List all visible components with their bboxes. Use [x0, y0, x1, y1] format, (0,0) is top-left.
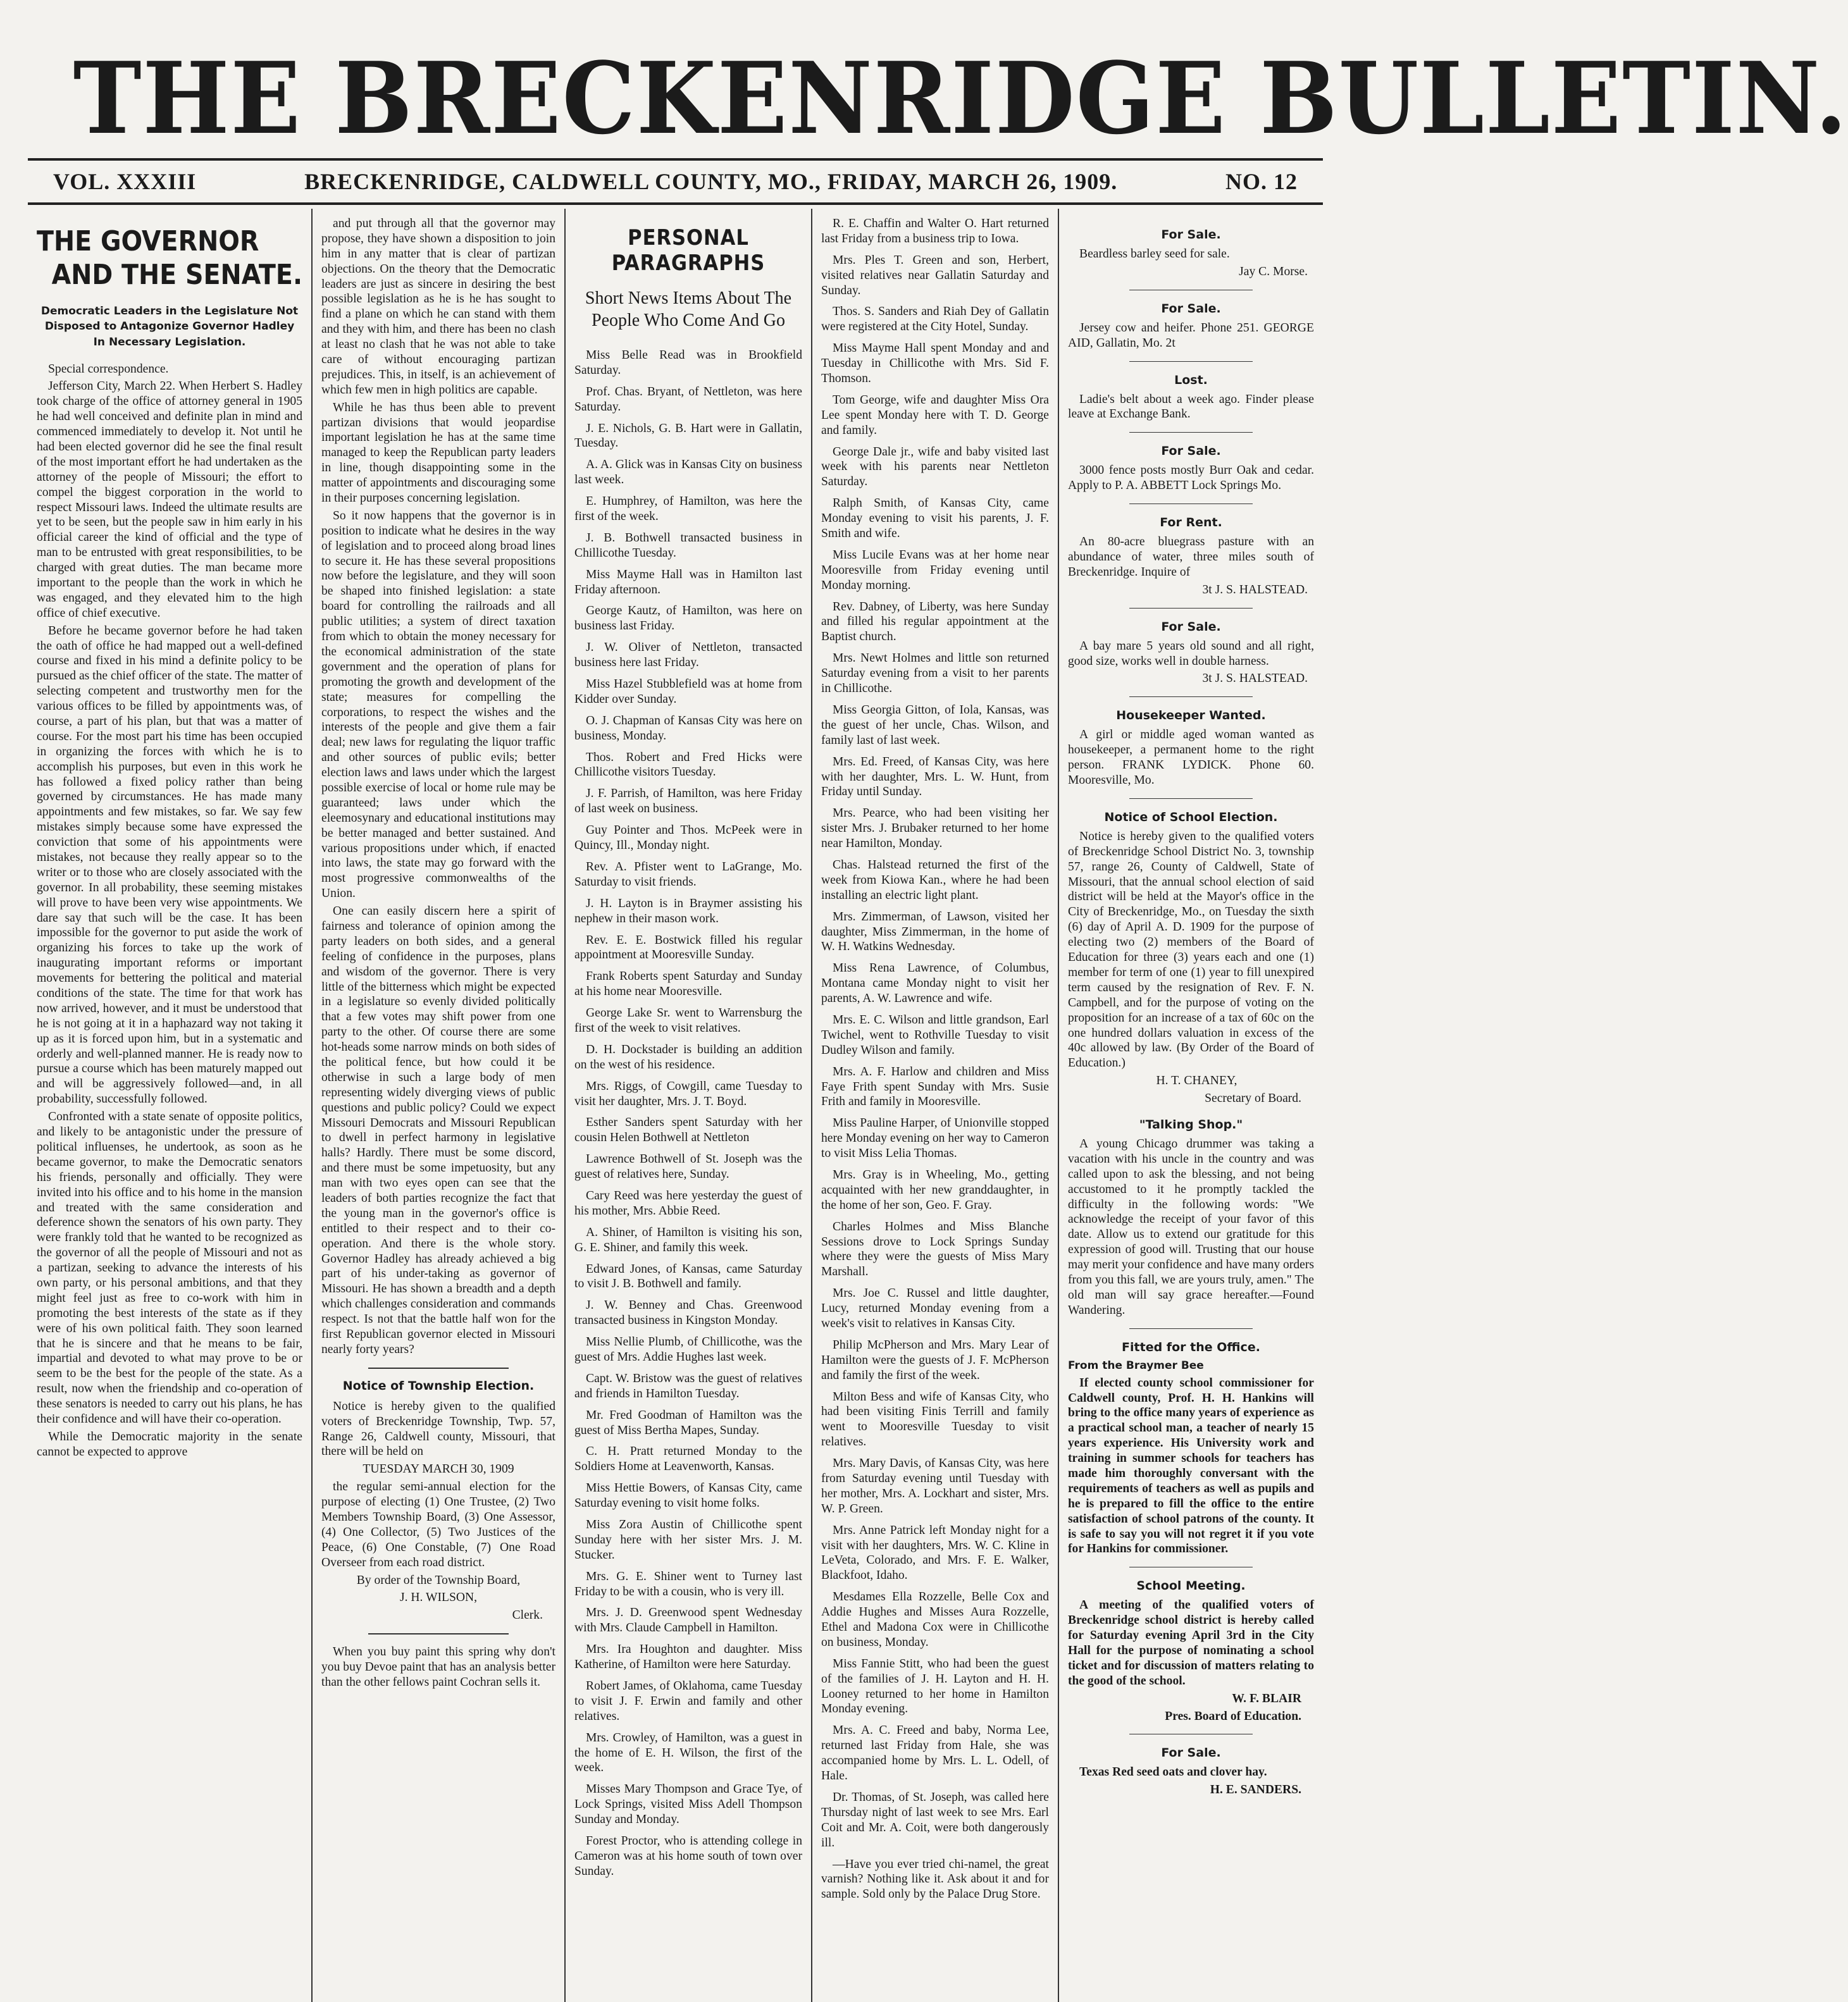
final-sale-title: For Sale.: [1161, 1746, 1221, 1760]
personal-item: Miss Hazel Stubblefield was at home from Kidder over Sunday.: [574, 677, 802, 706]
ad-heading: Lost.: [1174, 373, 1208, 387]
personal-item: Mrs. Mary Davis, of Kansas City, was here from Saturday evening until Tuesday with her mother, Mrs. A. Lockhart and sister, Mrs. W. P. Green.: [821, 1457, 1049, 1516]
personal-item: Charles Holmes and Miss Blanche Sessions drove to Lock Springs Sunday where they were the guests of Miss Mary Marshall.: [821, 1220, 1049, 1279]
personal-item: Lawrence Bothwell of St. Joseph was the guest of relatives here, Sunday.: [574, 1152, 802, 1182]
personal-item: Thos. S. Sanders and Riah Dey of Gallatin were registered at the City Hotel, Sunday.: [821, 305, 1049, 334]
personal-item: Mrs. Anne Patrick left Monday night for a visit with her daughters, Mrs. W. C. Kline in LeVeta, Colorado, and Mrs. F. E. Walker, Blackfoot, Idaho.: [821, 1523, 1049, 1583]
divider: [368, 1633, 509, 1634]
personal-item: A. Shiner, of Hamilton is visiting his son, G. E. Shiner, and family this week.: [574, 1225, 802, 1254]
divider: [1129, 696, 1253, 697]
personal-item: Mrs. J. D. Greenwood spent Wednesday with Mrs. Claude Campbell in Hamilton.: [574, 1606, 802, 1635]
column-3: [566, 209, 812, 2002]
article-paragraph: Before he became governor before he had taken the oath of office he had mapped out a well-defined course and fixed in his mind a definite policy to be pursued as the chief officer of the state. The matter of selecting competent and trustworthy men for the various offices to be filled by appointments was, of course, a part of his plan, but that was a matter of course. For the most part his time has been occupied in organizing the forces with which he is to accomplish his purposes, but even in this work he has followed a fixed policy rather than being governed by circumstances. He has made many appointments and few mistakes, so far. We say few mistakes simply because some have expressed the conviction that some of his appointments were mistakes, not because they really appear so to the writer or to those who are closely associated with the governor. In all probability, these seeming mistakes will prove to have been very wise appointments. We dare say that such will be the case. It has been impossible for the governor to put aside the work of organizing his forces to take up the work of inaugurating important reforms or important movements for bettering the political and material conditions of the state. The time for that work has now arrived, however, and it must be understood that he is not going at it in a haphazard way not taking it up as it is forced upon him, but in a systematic and orderly and well-planned manner. He is ready now to pursue a course which has been maturely mapped out and will be aggressively followed—and, in all probability, successfully followed.: [37, 624, 302, 1106]
personal-item: Cary Reed was here yesterday the guest of his mother, Mrs. Abbie Reed.: [574, 1189, 802, 1218]
ad-text: An 80-acre bluegrass pasture with an abundance of water, three miles south of Breckenridge. Inquire of: [1068, 535, 1314, 579]
governor-deck: Democratic Leaders in the Legislature Not Disposed to Antagonize Governor Hadley In Necessary Legislation.: [40, 304, 299, 349]
column-4: [812, 209, 1059, 2002]
personal-item: Miss Pauline Harper, of Unionville stopped here Monday evening on her way to Cameron to visit Miss Lelia Thomas.: [821, 1116, 1049, 1161]
township-paragraph: Notice is hereby given to the qualified voters of Breckenridge Township, Twp. 57, Range 26, Caldwell county, Missouri, that there will be held on: [321, 1399, 555, 1459]
personal-item: Edward Jones, of Kansas, came Saturday to visit J. B. Bothwell and family.: [574, 1262, 802, 1291]
personal-item: J. F. Parrish, of Hamilton, was here Friday of last week on business.: [574, 787, 802, 816]
fitted-text: If elected county school commissioner for Caldwell county, Prof. H. H. Hankins will bring to the office many years of experience as a practical school man, a teacher of nearly 15 years experience. His University work and training in summer schools for teachers has made him thoroughly conversant with the requirements of teachers as well as pupils and he is prepared to fill the office to the entire satisfaction of school patrons of the county. It is safe to say you will not regret it if you vote for Hankins for commissioner.: [1068, 1376, 1314, 1556]
personal-item: Miss Zora Austin of Chillicothe spent Sunday here with her sister Mrs. J. M. Stucker.: [574, 1518, 802, 1562]
ad-heading: For Sale.: [1161, 301, 1221, 316]
personal-item: Chas. Halstead returned the first of the week from Kiowa Kan., where he had been installing an electric light plant.: [821, 858, 1049, 902]
ad-heading: For Sale.: [1161, 444, 1221, 459]
article-paragraph: Confronted with a state senate of opposite politics, and likely to be antagonistic under the pressure of political influenses, he undertook, as soon as he became governor, to make the Democratic senators his friends, personally and officially. They were invited into his office and to his home in the mansion and treated with the same consideration and deference shown the senators of his own party. They were frankly told that he wanted to be recognized as the governor of all the people of Missouri and not as a partizan, seeking to advance the interests of his own party, or his personal ambitions, and that they might feel just as free to co-work with him in promoting the best interests of the state as if they were of his own political faith. They soon learned that he is sincere and that he means to be fair, impartial and devoted to what may prove to be or seem to be the best for the people of the state. As a result, now when the friendship and co-operation of these senators is needed to carry out his plans, he has their confidence and will have their co-operation.: [37, 1110, 302, 1426]
personal-item: D. H. Dockstader is building an addition on the west of his residence.: [574, 1042, 802, 1072]
talking-shop-text: A young Chicago drummer was taking a vacation with his uncle in the country and was called upon to ask the blessing, and not being accustomed to it he promptly tackled the difficulty in the following words: "We acknowledge the receipt of your favor of this date. Allow us to extend our gratitude for this expression of good will. Trusting that our house may merit your confidence and have many orders from you this fall, we are yours truly, amen." The old man will say grace hereafter.—Found Wandering.: [1068, 1137, 1315, 1317]
article-paragraph: One can easily discern here a spirit of fairness and tolerance of opinion among the party leaders on both sides, and a general feeling of confidence in the purposes, plans and wisdom of the governor. There is very little of the bitterness which might be expected in a legislature so evenly divided politically that a few votes may shift power from one party to the other. Of course there are some hot-heads some narrow minds on both sides of the political fence, but how could it be otherwise in such a large body of men representing widely diverging views of public questions and public policy? Could we expect Missouri Democrats and Missouri Republican to dwell in perfect harmony in legislative halls? Hardly. There must be some discord, and there must be some impetuosity, but any man with two eyes open can see that the leaders of both parties recognize the fact that the young man in the governor's office is entitled to their respect and to their co-operation. And there is the whole story. Governor Hadley has already achieved a big part of his under-taking as governor of Missouri. He has shown a breadth and a depth which challenges consideration and commands respect. Is not that the battle half won for the first Republican governor elected in Missouri nearly forty years?: [321, 905, 555, 1356]
personal-item: Miss Mayme Hall spent Monday and and Tuesday in Chillicothe with Mrs. Sid F. Thomson.: [821, 342, 1049, 386]
ad-text: A bay mare 5 years old sound and all right, good size, works well in double harness.: [1068, 639, 1314, 668]
divider: [1129, 432, 1253, 433]
township-notice-title: Notice of Township Election.: [342, 1378, 535, 1393]
place-date-label: BRECKENRIDGE, CALDWELL COUNTY, MO., FRIDAY, MARCH 26, 1909.: [304, 169, 1118, 194]
personal-item: Dr. Thomas, of St. Joseph, was called here Thursday night of last week to see Mrs. Earl Coit and Mr. A. Coit, were both dangerously ill.: [821, 1790, 1049, 1850]
personal-item: George Dale jr., wife and baby visited last week with his parents near Nettleton Saturday.: [821, 445, 1049, 489]
personal-item: Mrs. Newt Holmes and little son returned Saturday evening from a visit to her parents in Chillicothe.: [821, 652, 1049, 696]
divider: [1129, 608, 1253, 609]
column-1: [28, 209, 313, 2002]
personal-items-list-continued: [821, 216, 1049, 1902]
article-paragraph: While he has thus been able to prevent partizan divisions that would jeopardise important legislation he has at the same time managed to keep the Republican party leaders in line, though disappointing some in the matter of appointments and discouraging some in their purposes concerning legislation.: [321, 400, 555, 505]
ad-text: Beardless barley seed for sale.: [1079, 247, 1230, 261]
personal-item: Forest Proctor, who is attending college in Cameron was at his home south of town over Sunday.: [574, 1834, 802, 1878]
personal-item: J. B. Bothwell transacted business in Chillicothe Tuesday.: [574, 531, 802, 560]
ad-heading: Housekeeper Wanted.: [1116, 708, 1266, 723]
personal-item: Mrs. Ira Houghton and daughter. Miss Katherine, of Hamilton were here Saturday.: [574, 1643, 802, 1672]
personal-item: Mrs. E. C. Wilson and little grandson, Earl Twichel, went to Rothville Tuesday to visit Dudley Wilson and family.: [821, 1013, 1049, 1057]
ad-heading: For Sale.: [1161, 619, 1221, 634]
personal-item: Capt. W. Bristow was the guest of relatives and friends in Hamilton Tuesday.: [574, 1371, 802, 1400]
township-date: TUESDAY MARCH 30, 1909: [363, 1462, 514, 1476]
school-meeting-signature-title: Pres. Board of Education.: [1165, 1709, 1301, 1723]
personal-item: Miss Georgia Gitton, of Iola, Kansas, was the guest of her uncle, Chas. Wilson, and family last of last week.: [821, 703, 1049, 747]
columns: [28, 209, 1323, 2002]
personal-item: Prof. Chas. Bryant, of Nettleton, was here Saturday.: [574, 385, 802, 414]
personal-item: J. H. Layton is in Braymer assisting his nephew in their mason work.: [574, 896, 802, 925]
divider: [1129, 1328, 1253, 1329]
personal-item: Milton Bess and wife of Kansas City, who had been visiting Finis Terrill and family went to Mooresville Tuesday to visit relatives.: [821, 1390, 1049, 1449]
township-paragraph: the regular semi-annual election for the purpose of electing (1) One Trustee, (2) Two Members Township Board, (3) One Assessor, (4) One Collector, (5) Two Justices of the Peace, (6) One Constable, (7) One Road Overseer from each road district.: [321, 1480, 555, 1569]
personal-item: Rev. Dabney, of Liberty, was here Sunday and filled his regular appointment at the Baptist church.: [821, 600, 1049, 644]
personal-item: George Kautz, of Hamilton, was here on business last Friday.: [574, 604, 802, 633]
personal-item: Misses Mary Thompson and Grace Tye, of Lock Springs, visited Miss Adell Thompson Sunday and Monday.: [574, 1783, 802, 1827]
personal-item: Mrs. A. C. Freed and baby, Norma Lee, returned last Friday from Hale, she was accompanied home by Mrs. L. L. Odell, of Hale.: [821, 1724, 1049, 1783]
personal-item: J. W. Benney and Chas. Greenwood transacted business in Kingston Monday.: [574, 1299, 802, 1328]
personal-item: Mrs. Ples T. Green and son, Herbert, visited relatives near Gallatin Saturday and Sunday.: [821, 253, 1049, 297]
column-5: [1059, 209, 1323, 2002]
personal-item: Miss Belle Read was in Brookfield Saturday.: [574, 349, 802, 377]
ad-text: A girl or middle aged woman wanted as housekeeper, a permanent home to the right person. FRANK LYDICK. Phone 60. Mooresville, Mo.: [1068, 728, 1314, 788]
township-order: By order of the Township Board,: [356, 1573, 521, 1587]
governor-headline: [37, 225, 302, 292]
article-paragraph: While the Democratic majority in the senate cannot be expected to approve: [37, 1430, 302, 1459]
personal-item: C. H. Pratt returned Monday to the Soldiers Home at Leavenworth, Kansas.: [574, 1445, 802, 1474]
article-paragraph: So it now happens that the governor is in position to indicate what he desires in the way of legislation and to proceed along broad lines to secure it. He has these several propositions now before the legislature, and they will soon be shaped into finished legislation: a state board for controlling the railroads and all public utilities; a system of direct taxation from which to obtain the money necessary for the economical administration of the state government and the operation of plans for promoting the growth and development of the state; measures for compelling the corporations, to respect the wishes and the interests of the people and give them a fair deal; new laws for regulating the liquor traffic and other sources of public evils; better election laws and laws under which the largest possible exercise of local or home rule may be guaranteed; laws under which the eleemosynary and educational institutions may be better managed and better sustained. And various propositions under which, if enacted into laws, the state may go forward with the most progressive commonwealths of the Union.: [321, 509, 555, 901]
personal-item: Miss Rena Lawrence, of Columbus, Montana came Monday night to visit her parents, A. W. Lawrence and wife.: [821, 961, 1049, 1006]
school-meeting-text: A meeting of the qualified voters of Breckenridge school district is hereby called for Saturday evening April 3rd in the City Hall for the purpose of nominating a school ticket and for discussion of matters relating to the good of the school.: [1068, 1598, 1314, 1688]
governor-headline-line1: THE GOVERNOR: [37, 225, 259, 257]
personal-item: Mrs. A. F. Harlow and children and Miss Faye Frith spent Sunday with Mrs. Susie Frith and family in Mooresville.: [821, 1065, 1049, 1109]
personal-item: Miss Nellie Plumb, of Chillicothe, was the guest of Mrs. Addie Hughes last week.: [574, 1335, 802, 1364]
personal-item: A. A. Glick was in Kansas City on business last week.: [574, 458, 802, 487]
personal-item: Esther Sanders spent Saturday with her cousin Helen Bothwell at Nettleton: [574, 1116, 802, 1145]
school-meeting-title: School Meeting.: [1136, 1579, 1246, 1593]
paint-notice: When you buy paint this spring why don't you buy Devoe paint that has an analysis better than the other fellows paint Cochran sells it.: [321, 1645, 556, 1690]
ad-signature: 3t J. S. HALSTEAD.: [1202, 583, 1308, 596]
divider: [1129, 361, 1253, 362]
personal-item: Mrs. Joe C. Russel and little daughter, Lucy, returned Monday evening from a week's visit to relatives in Kansas City.: [821, 1287, 1049, 1330]
personal-items-list: [574, 348, 802, 1879]
personal-item: O. J. Chapman of Kansas City was here on business, Monday.: [574, 714, 802, 743]
personal-item: R. E. Chaffin and Walter O. Hart returned last Friday from a business trip to Iowa.: [821, 217, 1049, 245]
personal-item: Miss Fannie Stitt, who had been the guest of the families of J. H. Layton and H. H. Looney returned to her home in Hamilton Monday evening.: [821, 1657, 1049, 1716]
ad-signature: 3t J. S. HALSTEAD.: [1202, 672, 1308, 686]
volume-label: VOL. XXXIII: [53, 169, 197, 194]
governor-headline-line2: AND THE SENATE.: [51, 258, 302, 291]
final-sale-signature: H. E. SANDERS.: [1210, 1783, 1301, 1797]
dateline: [28, 158, 1323, 205]
personal-item: Mrs. Ed. Freed, of Kansas City, was here with her daughter, Mrs. L. W. Hunt, from Friday until Sunday.: [821, 755, 1049, 799]
personal-item: Miss Mayme Hall was in Hamilton last Friday afternoon.: [574, 567, 802, 596]
personal-item: Miss Lucile Evans was at her home near Mooresville from Friday evening until Monday morning.: [821, 548, 1049, 592]
personal-item: Mr. Fred Goodman of Hamilton was the guest of Miss Bertha Mapes, Sunday.: [574, 1408, 802, 1437]
issue-number-label: NO. 12: [1225, 169, 1298, 194]
ad-heading: For Sale.: [1161, 228, 1221, 242]
masthead: THE BRECKENRIDGE BULLETIN.: [73, 40, 1848, 156]
personal-item: J. E. Nichols, G. B. Hart were in Gallatin, Tuesday.: [574, 421, 802, 450]
school-election-signature-title: Secretary of Board.: [1205, 1092, 1301, 1106]
personal-item: Mesdames Ella Rozzelle, Belle Cox and Addie Hughes and Misses Aura Rozzelle, Ethel and Madona Cox were in Chillicothe on business, Monday.: [821, 1590, 1049, 1649]
school-election-title: Notice of School Election.: [1104, 810, 1278, 824]
personal-item: Mrs. Crowley, of Hamilton, was a guest in the home of E. H. Wilson, the first of the week.: [574, 1731, 802, 1775]
final-sale-text: Texas Red seed oats and clover hay.: [1079, 1765, 1267, 1779]
personal-item: Mrs. Zimmerman, of Lawson, visited her daughter, Miss Zimmerman, in the home of W. H. Watkins Wednesday.: [821, 910, 1049, 954]
township-signature: J. H. WILSON,: [399, 1591, 478, 1605]
ad-text: 3000 fence posts mostly Burr Oak and cedar. Apply to P. A. ABBETT Lock Springs Mo.: [1068, 464, 1314, 493]
fitted-title: Fitted for the Office.: [1122, 1340, 1260, 1354]
talking-shop-title: "Talking Shop.": [1139, 1117, 1243, 1132]
article-paragraph: and put through all that the governor may propose, they have shown a disposition to join him in any matter that is clear of partizan objections. On the theory that the Democratic leaders are just as sincere in desiring the best possible legislation as he is he has sought to find a plane on which he can stand with them and they with him, and there has been no clash at least no clash that he was not able to take care of without encouraging partizan prejudices. This, in itself, is an achievement of which few men in high politics are capable.: [321, 217, 555, 397]
fitted-source: From the Braymer Bee: [1068, 1359, 1204, 1372]
personal-item: Miss Hettie Bowers, of Kansas City, came Saturday evening to visit home folks.: [574, 1481, 802, 1511]
personal-paragraphs-subtitle: Short News Items About The People Who Come And Go: [585, 288, 792, 330]
school-election-signature: H. T. CHANEY,: [1156, 1074, 1237, 1088]
personal-item: E. Humphrey, of Hamilton, was here the first of the week.: [574, 495, 802, 524]
personal-paragraphs-title: PERSONAL PARAGRAPHS: [611, 225, 766, 276]
personal-item: Mrs. Gray is in Wheeling, Mo., getting acquainted with her new granddaughter, in the home of her son, Geo. F. Gray.: [821, 1168, 1049, 1212]
column-2: [313, 209, 566, 2002]
school-meeting-signature: W. F. BLAIR: [1232, 1691, 1301, 1705]
article-paragraph: Special correspondence.: [48, 362, 169, 376]
personal-item: Mrs. G. E. Shiner went to Turney last Friday to be with a cousin, who is very ill.: [574, 1569, 802, 1598]
classified-ads: [1068, 228, 1314, 799]
personal-item: Robert James, of Oklahoma, came Tuesday to visit J. F. Erwin and family and other relatives.: [574, 1679, 802, 1723]
ad-text: Ladie's belt about a week ago. Finder please leave at Exchange Bank.: [1068, 392, 1314, 421]
ad-text: Jersey cow and heifer. Phone 251. GEORGE AID, Gallatin, Mo. 2t: [1068, 321, 1314, 350]
personal-item: Rev. E. E. Bostwick filled his regular appointment at Mooresville Sunday.: [574, 933, 802, 962]
article-paragraph: Jefferson City, March 22. When Herbert S. Hadley took charge of the office of attorney general in 1905 he had well conceived and definite plan in mind and commenced immediately to develop it. Not until he had been elected governor did he see the final result of the most important effort he had undertaken as the attorney of the people of Missouri; the effort to compel the biggest corporation in the world to respect Missouri laws. Indeed the ultimate results are yet to be seen, but the people saw in him early in his official career the kind of official and the type of man to be entrusted with great responsibilities, to be charged with great duties. The man became more important to the people than the work in which he was engaged, and they elevated him to the high office of chief executive.: [37, 380, 302, 620]
divider: [368, 1368, 509, 1369]
divider: [1129, 798, 1253, 799]
personal-item: Frank Roberts spent Saturday and Sunday at his home near Mooresville.: [574, 970, 802, 999]
personal-item: J. W. Oliver of Nettleton, transacted business here last Friday.: [574, 641, 802, 670]
personal-item: Tom George, wife and daughter Miss Ora Lee spent Monday here with T. D. George and family.: [821, 393, 1049, 437]
personal-item: George Lake Sr. went to Warrensburg the first of the week to visit relatives.: [574, 1006, 802, 1035]
personal-item: Mrs. Pearce, who had been visiting her sister Mrs. J. Brubaker returned to her home near Hamilton, Monday.: [821, 806, 1049, 851]
township-signature-title: Clerk.: [512, 1609, 543, 1622]
personal-item: Philip McPherson and Mrs. Mary Lear of Hamilton were the guests of J. F. McPherson and family the first of the week.: [821, 1338, 1049, 1382]
personal-item: Thos. Robert and Fred Hicks were Chillicothe visitors Tuesday.: [574, 750, 802, 779]
personal-item: Guy Pointer and Thos. McPeek were in Quincy, Ill., Monday night.: [574, 824, 802, 853]
ad-heading: For Rent.: [1160, 516, 1222, 530]
personal-item: Rev. A. Pfister went to LaGrange, Mo. Saturday to visit friends.: [574, 860, 802, 889]
ad-signature: Jay C. Morse.: [1239, 264, 1308, 278]
personal-item: —Have you ever tried chi-namel, the great varnish? Nothing like it. Ask about it and for sample. Sold only by the Palace Drug Store.: [821, 1857, 1049, 1901]
personal-item: Ralph Smith, of Kansas City, came Monday evening to visit his parents, J. F. Smith and wife.: [821, 497, 1049, 541]
personal-item: Mrs. Riggs, of Cowgill, came Tuesday to visit her daughter, Mrs. J. T. Boyd.: [574, 1079, 802, 1108]
school-election-text: Notice is hereby given to the qualified voters of Breckenridge School District No. 3, township 57, range 26, County of Caldwell, State of Missouri, that the annual school election of said district will be held at the Mayor's office in the City of Breckenridge, Mo., on Tuesday the sixth (6) day of April A. D. 1909 for the purpose of electing two (2) members of the Board of Education for three (3) years each and one (1) member for term of one (1) year to fill unexpired term caused by the resignation of Rev. F. N. Campbell, and for the purpose of voting on the proposition for an increase of a tax of 60c on the one hundred dollars valuation in excess of the 40c allowed by law. (By Order of the Board of Education.): [1068, 829, 1314, 1070]
